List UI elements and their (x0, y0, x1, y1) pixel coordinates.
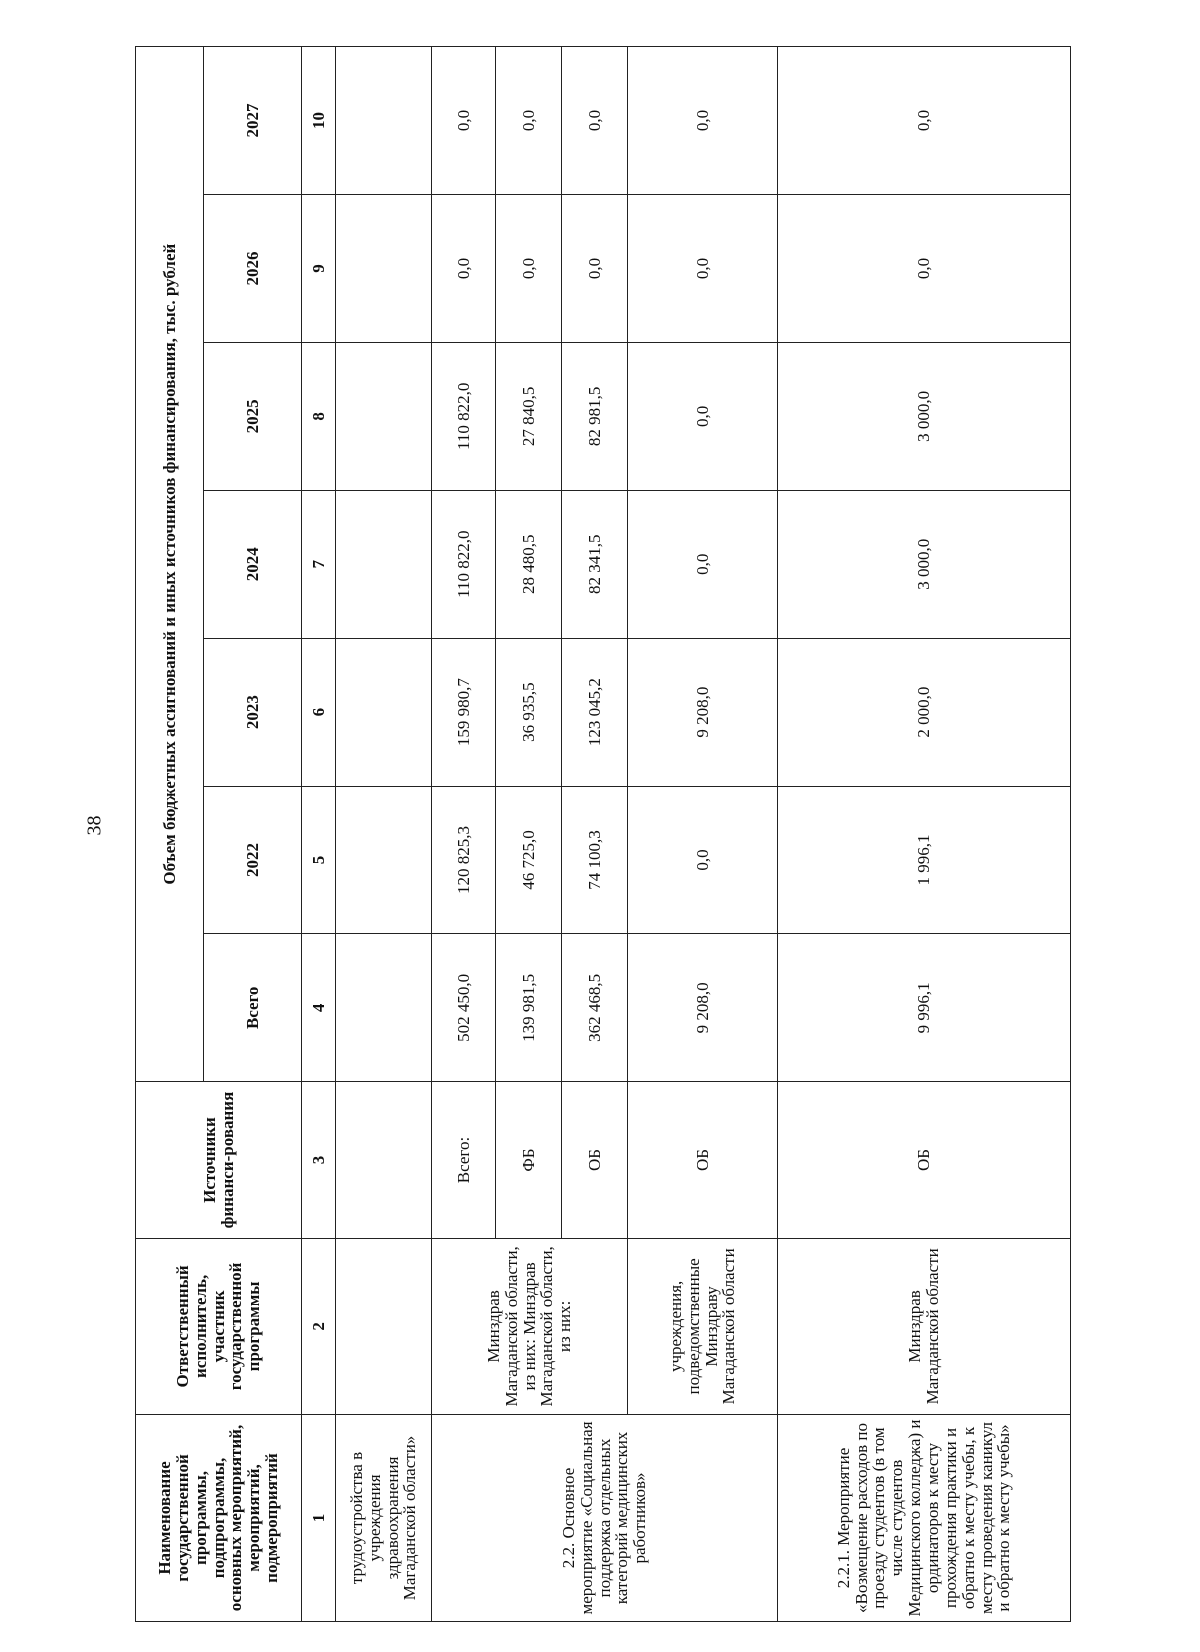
header-volume: Объем бюджетных ассигнований и иных источников финансирования, тыс. рублей (136, 47, 204, 1082)
value-cell: 0,0 (432, 47, 496, 195)
item-2-2-1-responsible: Минздрав Магаданской области (778, 1238, 1071, 1414)
empty-cell (336, 47, 432, 195)
header-name: Наименование государственной программы, подпрограммы, основных мероприятий, мероприятий, подмероприятий (136, 1414, 302, 1621)
value-cell: 110 822,0 (432, 342, 496, 490)
empty-cell (336, 1238, 432, 1414)
value-cell: 139 981,5 (496, 934, 562, 1082)
col-number: 6 (302, 638, 336, 786)
col-number: 10 (302, 47, 336, 195)
value-cell: 82 981,5 (562, 342, 628, 490)
empty-cell (336, 490, 432, 638)
header-year-2025: 2025 (204, 342, 302, 490)
item-2-2-responsible-sub: учреждения, подведомственные Минздраву Магаданской области (628, 1238, 778, 1414)
source-cell: ОБ (562, 1082, 628, 1239)
value-cell: 0,0 (432, 195, 496, 343)
col-number: 3 (302, 1082, 336, 1239)
value-cell: 9 208,0 (628, 934, 778, 1082)
col-number: 8 (302, 342, 336, 490)
value-cell: 9 996,1 (778, 934, 1071, 1082)
source-cell: ФБ (496, 1082, 562, 1239)
value-cell: 0,0 (628, 490, 778, 638)
col-number: 9 (302, 195, 336, 343)
item-2-2-name: 2.2. Основное мероприятие «Социальная поддержка отдельных категорий медицинских работников» (432, 1414, 778, 1621)
header-sources: Источники финанси-рования (136, 1082, 302, 1239)
col-number: 2 (302, 1238, 336, 1414)
continuation-name: трудоустройства в учреждения здравоохранения Магаданской области» (336, 1414, 432, 1621)
budget-table (135, 46, 1071, 1622)
value-cell: 82 341,5 (562, 490, 628, 638)
value-cell: 28 480,5 (496, 490, 562, 638)
value-cell: 123 045,2 (562, 638, 628, 786)
empty-cell (336, 786, 432, 934)
empty-cell (336, 342, 432, 490)
col-number: 7 (302, 490, 336, 638)
value-cell: 0,0 (628, 786, 778, 934)
empty-cell (336, 195, 432, 343)
value-cell: 0,0 (562, 195, 628, 343)
value-cell: 36 935,5 (496, 638, 562, 786)
value-cell: 110 822,0 (432, 490, 496, 638)
source-cell: Всего: (432, 1082, 496, 1239)
header-responsible: Ответственный исполнитель, участник государственной программы (136, 1238, 302, 1414)
rotated-table-wrapper (135, 46, 1070, 1622)
header-year-2024: 2024 (204, 490, 302, 638)
value-cell: 46 725,0 (496, 786, 562, 934)
value-cell: 120 825,3 (432, 786, 496, 934)
value-cell: 0,0 (628, 342, 778, 490)
value-cell: 3 000,0 (778, 490, 1071, 638)
value-cell: 74 100,3 (562, 786, 628, 934)
item-2-2-1-name: 2.2.1. Мероприятие «Возмещение расходов по проезду студентов (в том числе студентов Медицинского колледжа) и ординаторов к месту прохождения практики и обратно к месту учебы, к месту проведения каникул и обратно к месту учебы» (778, 1414, 1071, 1621)
value-cell: 2 000,0 (778, 638, 1071, 786)
value-cell: 0,0 (496, 47, 562, 195)
value-cell: 502 450,0 (432, 934, 496, 1082)
page-number: 38 (83, 815, 106, 836)
header-year-total: Всего (204, 934, 302, 1082)
empty-cell (336, 934, 432, 1082)
value-cell: 0,0 (778, 47, 1071, 195)
value-cell: 0,0 (778, 195, 1071, 343)
source-cell: ОБ (628, 1082, 778, 1239)
empty-cell (336, 1082, 432, 1239)
header-year-2027: 2027 (204, 47, 302, 195)
source-cell: ОБ (778, 1082, 1071, 1239)
value-cell: 1 996,1 (778, 786, 1071, 934)
header-year-2022: 2022 (204, 786, 302, 934)
col-number: 4 (302, 934, 336, 1082)
col-number: 1 (302, 1414, 336, 1621)
value-cell: 362 468,5 (562, 934, 628, 1082)
header-year-2023: 2023 (204, 638, 302, 786)
value-cell: 159 980,7 (432, 638, 496, 786)
value-cell: 0,0 (496, 195, 562, 343)
value-cell: 0,0 (628, 47, 778, 195)
value-cell: 9 208,0 (628, 638, 778, 786)
col-number: 5 (302, 786, 336, 934)
item-2-2-responsible: Минздрав Магаданской области, из них: Минздрав Магаданской области, из них: (432, 1238, 628, 1414)
value-cell: 0,0 (562, 47, 628, 195)
value-cell: 0,0 (628, 195, 778, 343)
value-cell: 3 000,0 (778, 342, 1071, 490)
empty-cell (336, 638, 432, 786)
value-cell: 27 840,5 (496, 342, 562, 490)
header-year-2026: 2026 (204, 195, 302, 343)
